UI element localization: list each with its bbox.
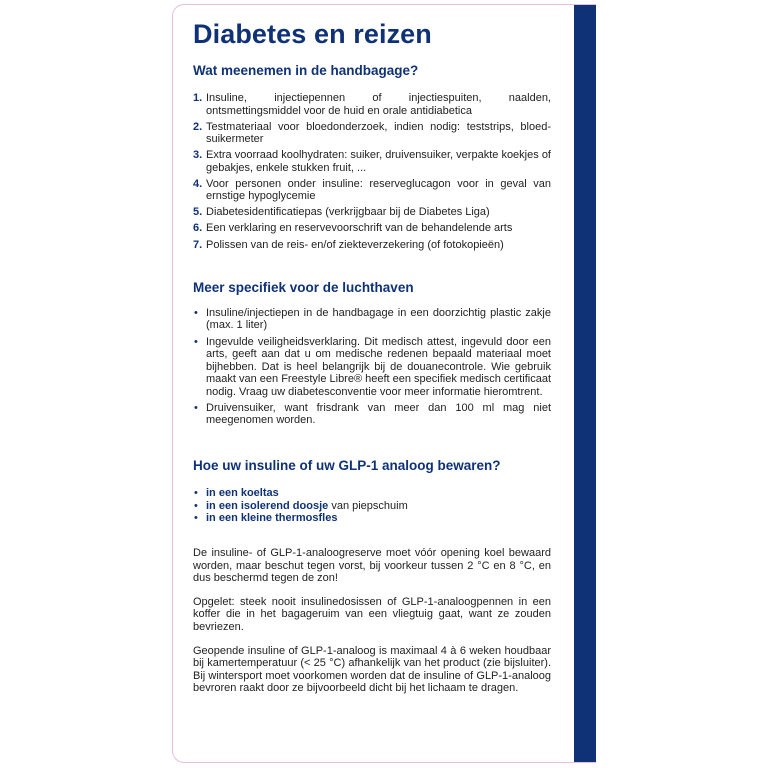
item-number: 1. bbox=[193, 92, 203, 104]
bullet-icon: • bbox=[194, 401, 198, 414]
list-item bbox=[193, 149, 551, 174]
list-item bbox=[193, 487, 551, 500]
item-bold-text: in een koeltas bbox=[206, 486, 279, 499]
item-text: Een verklaring en reservevoorschrift van de behandelende arts bbox=[206, 222, 513, 235]
item-number: 6. bbox=[193, 222, 203, 235]
list-item bbox=[193, 307, 551, 332]
list-item bbox=[193, 500, 551, 513]
item-number: 4. bbox=[193, 177, 203, 190]
item-bold-text: in een kleine thermosfles bbox=[206, 512, 338, 525]
paragraph-storage: De insuline- of GLP-1-analoogreserve moet vóór opening koel bewaard worden, maar beschut tegen vorst, bij voorkeur tussen 2 °C en 8 °C, en dus beschermd tegen de zon! bbox=[193, 547, 551, 585]
item-bold-text: in een isolerend doosje bbox=[206, 499, 329, 512]
list-item bbox=[193, 512, 551, 525]
item-text: Voor personen onder insuline: reserveglucagon voor in geval van ernstige hypoglycemie bbox=[206, 177, 551, 203]
list-item bbox=[193, 92, 551, 117]
section-heading-airport: Meer specifiek voor de luchthaven bbox=[193, 280, 414, 296]
list-item bbox=[193, 178, 551, 203]
list-item bbox=[193, 402, 551, 427]
item-text: Insuline/injectiepen in de handbagage in een doorzichtig plastic zakje (max. 1 liter) bbox=[206, 307, 551, 332]
list-item bbox=[193, 239, 551, 252]
section-heading-storage: Hoe uw insuline of uw GLP-1 analoog bewaren? bbox=[193, 457, 501, 473]
item-text: Insuline, injectiepennen of injectiespuiten, naalden, ontsmettingsmiddel voor de huid en orale antidiabetica bbox=[206, 92, 551, 117]
paragraph-warning: Opgelet: steek nooit insulinedosissen of GLP-1-analoogpennen in een koffer die in het bagageruim van een vliegtuig gaat, want ze zouden bevriezen. bbox=[193, 595, 551, 634]
item-number: 5. bbox=[193, 206, 203, 219]
section-heading-carry-on: Wat meenemen in de handbagage? bbox=[193, 63, 419, 78]
page-title: Diabetes en reizen bbox=[193, 19, 432, 49]
list-item bbox=[193, 222, 551, 235]
list-item bbox=[193, 121, 551, 146]
item-text: Extra voorraad koolhydraten: suiker, druivensuiker, verpakte koekjes of gebakjes, enkele stukken fruit, ... bbox=[206, 149, 551, 174]
leaflet-card bbox=[172, 4, 596, 763]
item-number: 7. bbox=[193, 238, 203, 251]
carry-on-list bbox=[193, 92, 551, 251]
bullet-icon: • bbox=[194, 512, 198, 525]
bullet-icon: • bbox=[194, 307, 198, 320]
paragraph-shelf-life: Geopende insuline of GLP-1-analoog is maximaal 4 à 6 weken houdbaar bij kamertemperatuur (< 25 °C) afhankelijk van het product (zie bijsluiter). Bij wintersport moet voorkomen worden dat de insuline of GLP-1-analoog bevroren raakt door ze bijvoorbeeld dicht bij het lichaam te dragen. bbox=[193, 644, 551, 695]
item-text: Diabetesidentificatiepas (verkrijgbaar bij de Diabetes Liga) bbox=[206, 206, 490, 219]
list-item bbox=[193, 336, 551, 398]
item-number: 3. bbox=[193, 149, 203, 162]
bullet-icon: • bbox=[194, 486, 198, 499]
item-text: van piepschuim bbox=[328, 499, 408, 512]
bullet-icon: • bbox=[194, 499, 198, 512]
bullet-icon: • bbox=[194, 335, 198, 348]
item-text: Polissen van de reis- en/of ziekteverzekering (of fotokopieën) bbox=[206, 238, 504, 251]
item-text: Druivensuiker, want frisdrank van meer dan 100 ml mag niet meegenomen worden. bbox=[206, 401, 551, 427]
item-text: Testmateriaal voor bloedonderzoek, indien nodig: teststrips, bloed-suikermeter bbox=[206, 120, 551, 146]
airport-list bbox=[193, 307, 551, 427]
leaflet-content bbox=[193, 5, 551, 695]
storage-list bbox=[193, 487, 551, 525]
list-item bbox=[193, 206, 551, 219]
item-text: Ingevulde veiligheidsverklaring. Dit medisch attest, ingevuld door een arts, geeft aan dat u om medische redenen bepaald materiaal moet bijhebben. Dat is heel belangrijk bij de douanecontrole. Wie gebruik maakt van een Freestyle Libre® heeft een specifiek medisch certificaat nodig. Vraag uw diabetesconventie voor meer informatie hieromtrent. bbox=[206, 335, 551, 398]
item-number: 2. bbox=[193, 120, 203, 133]
side-color-band bbox=[574, 5, 596, 762]
